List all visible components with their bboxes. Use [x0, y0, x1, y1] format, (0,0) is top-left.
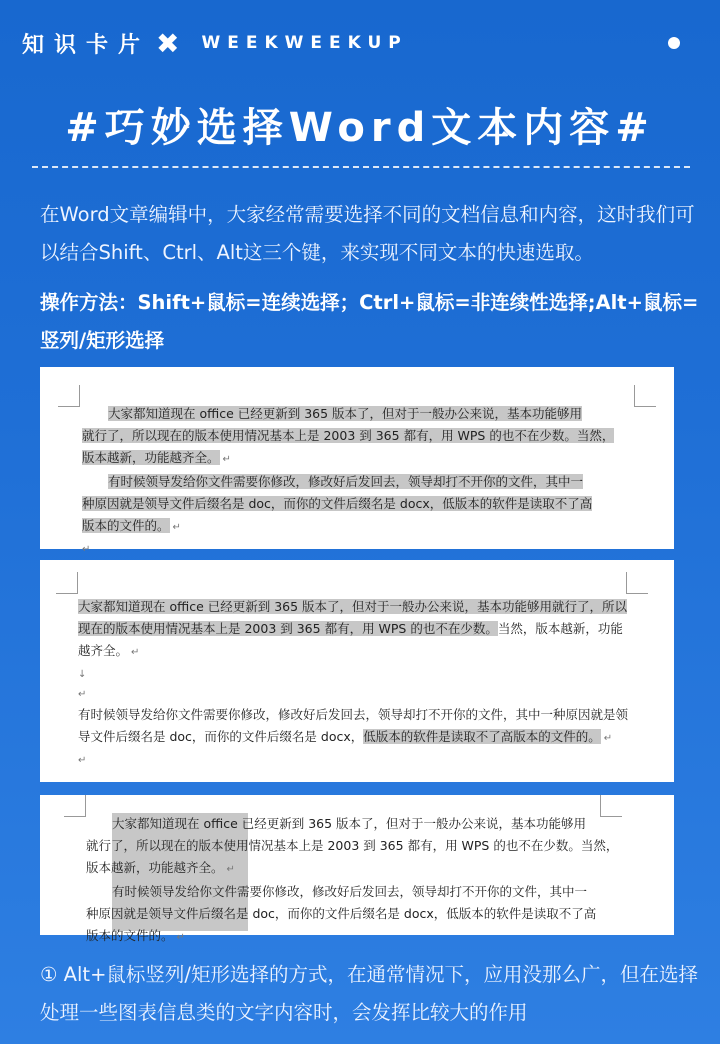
footer-note: ① Alt+鼠标竖列/矩形选择的方式，在通常情况下，应用没那么广，但在选择处理一些图表信息类的文字内容时，会发挥比较大的作用 [40, 963, 698, 1024]
paragraph-mark: ↵ [78, 755, 87, 766]
line-break-mark: ↓ [78, 669, 87, 680]
document-text [86, 813, 626, 949]
paragraph-mark: ↵ [78, 689, 87, 700]
unselected-text: 当然，版本越新，功能越齐全。 [78, 621, 623, 658]
paragraph-mark: ↵ [226, 864, 235, 875]
paragraph-mark: ↵ [603, 733, 613, 744]
selected-text: 版本的文件的。 [82, 518, 170, 533]
margin-corner [58, 385, 80, 407]
paragraph-mark: ↵ [176, 932, 185, 943]
paragraph-mark: ↵ [222, 454, 231, 465]
text-line: 大家都知道现在 office 已经更新到 365 版本了，但对于一般办公来说，基本功能够用 [112, 816, 587, 831]
text-line: 版本越新，功能越齐全。 [86, 860, 224, 875]
unselected-text: 有时候领导发给你文件需要你修改，修改好后发回去，领导却打不开你的文件，其中一种原因就是领导文件后缀名是 doc，而你的文件后缀名是 docx， [78, 707, 629, 744]
intro-paragraph: 在Word文章编辑中，大家经常需要选择不同的文档信息和内容，这时我们可以结合Shift、Ctrl、Alt这三个键，来实现不同文本的快速选取。 [40, 203, 695, 264]
brand-subtitle: WEEKWEEKUP [201, 33, 408, 53]
example-alt-selection [40, 795, 674, 943]
selected-text: 大家都知道现在 office 已经更新到 365 版本了，但对于一般办公来说，基本功能够用就行了，所以现在的版本使用情况基本上是 2003 到 365 都有，用 WPS 的也不在少数。 [78, 599, 628, 636]
paragraph-mark: ↵ [131, 647, 140, 658]
page-title: #巧妙选择Word文本内容# [65, 105, 655, 151]
paragraph-mark: ↵ [82, 544, 91, 555]
selected-text: 种原因就是领导文件后缀名是 doc，而你的文件后缀名是 docx，低版本的软件是读取不了高 [82, 496, 593, 511]
header [22, 28, 690, 58]
brand-title: 知识卡片 [22, 32, 151, 58]
text-line: 就行了，所以现在的版本使用情况基本上是 2003 到 365 都有，用 WPS 的也不在少数。当然， [86, 838, 619, 853]
document-text [82, 403, 630, 559]
margin-corner [634, 385, 656, 407]
margin-corner [626, 572, 648, 594]
dashed-divider [32, 166, 690, 168]
text-line: 种原因就是领导文件后缀名是 doc，而你的文件后缀名是 docx，低版本的软件是读取不了高 [86, 906, 597, 921]
text-line: 有时候领导发给你文件需要你修改，修改好后发回去，领导却打不开你的文件，其中一 [112, 884, 588, 899]
close-x-icon: ✖ [156, 26, 180, 60]
example-ctrl-selection [40, 560, 674, 782]
paragraph-mark: ↵ [172, 522, 181, 533]
selected-text: 有时候领导发给你文件需要你修改，修改好后发回去，领导却打不开你的文件，其中一 [108, 474, 584, 489]
selected-text: 版本越新，功能越齐全。 [82, 450, 220, 465]
margin-corner [64, 795, 86, 817]
dot-icon [668, 37, 680, 49]
document-text [78, 596, 630, 770]
example-shift-selection [40, 367, 674, 555]
selected-text: 就行了，所以现在的版本使用情况基本上是 2003 到 365 都有，用 WPS 的也不在少数。当然， [82, 428, 615, 443]
method-paragraph: 操作方法：Shift+鼠标=连续选择；Ctrl+鼠标=非连续性选择;Alt+鼠标=竖列/矩形选择 [40, 291, 699, 352]
margin-corner [56, 572, 78, 594]
text-line: 版本的文件的。 [86, 928, 174, 943]
selected-text: 低版本的软件是读取不了高版本的文件的。 [363, 729, 601, 744]
selected-text: 大家都知道现在 office 已经更新到 365 版本了，但对于一般办公来说，基本功能够用 [108, 406, 583, 421]
